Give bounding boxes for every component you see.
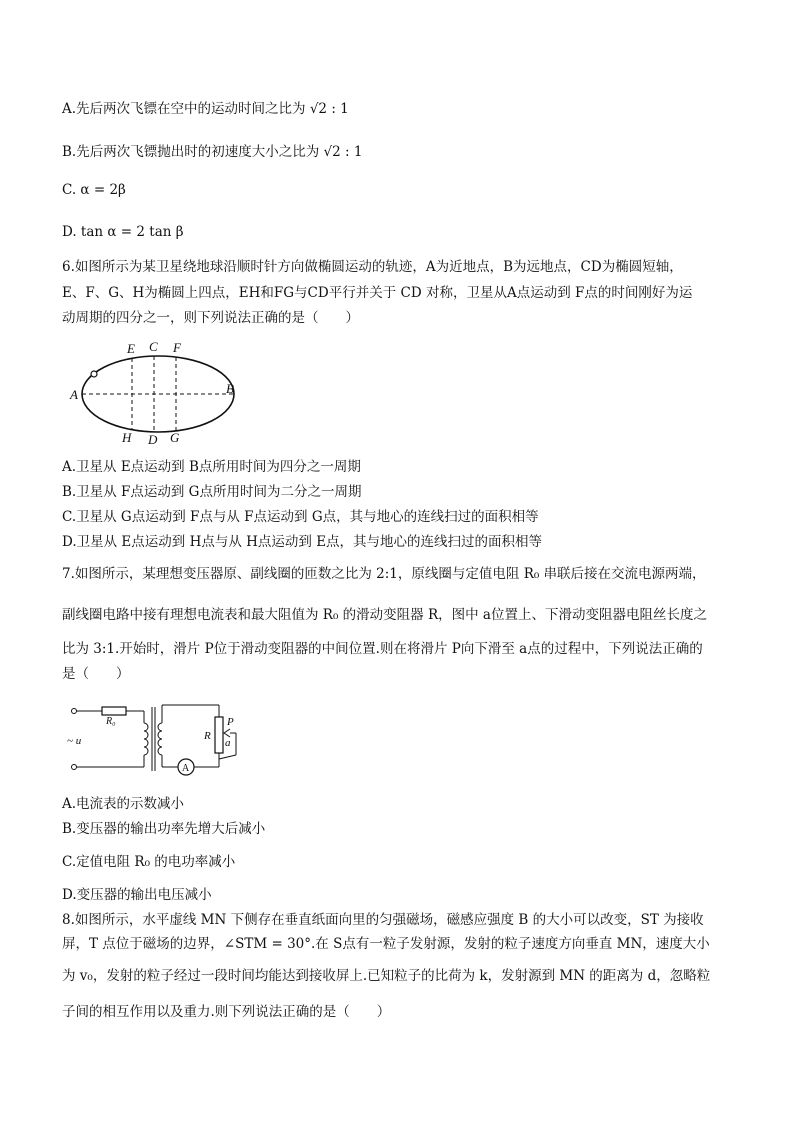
secondary-coil	[158, 723, 162, 755]
label-g: G	[170, 430, 180, 445]
q7-stem-line-2: 副线圈电路中接有理想电流表和最大阻值为 R₀ 的滑动变阻器 R，图中 a位置上、下滑动变阻器电阻丝长度之	[62, 607, 707, 623]
q7-option-c: C.定值电阻 R₀ 的电功率减小	[62, 854, 236, 870]
label-d: D	[148, 432, 158, 447]
slider-p	[224, 729, 230, 737]
label-r: R	[204, 730, 211, 742]
label-b: B	[226, 381, 234, 396]
label-p: P	[227, 716, 234, 728]
q6-stem-line-2: E、F、G、H为椭圆上四点，EH和FG与CD平行并关于 CD 对称，卫星从A点运动到 F点的时间刚好为运	[62, 285, 693, 301]
q6-stem-line-3: 动周期的四分之一，则下列说法正确的是（ ）	[62, 310, 359, 326]
ammeter-label: A	[182, 763, 190, 774]
q7-option-b: B.变压器的输出功率先增大后减小	[62, 821, 266, 837]
q5-option-b: B.先后两次飞镖抛出时的初速度大小之比为 √2 : 1	[62, 144, 363, 160]
q5-option-c: C. α = 2β	[62, 182, 126, 198]
rheostat-r	[215, 717, 223, 753]
q7-option-d: D.变压器的输出电压减小	[62, 887, 212, 903]
q7-option-a: A.电流表的示数减小	[62, 796, 185, 812]
label-u: ~ u	[67, 735, 82, 747]
primary-coil	[144, 723, 148, 755]
q6-stem-line-1: 6.如图所示为某卫星绕地球沿顺时针方向做椭圆运动的轨迹，A为近地点，B为远地点，CD为椭圆短轴，	[62, 259, 683, 275]
label-r0: R₀	[106, 716, 116, 727]
label-f: F	[173, 340, 181, 355]
q6-option-d: D.卫星从 E点运动到 H点与从 H点运动到 E点，其与地心的连线扫过的面积相等	[62, 534, 543, 550]
label-c: C	[149, 339, 158, 354]
resistor-r0	[102, 707, 126, 715]
terminal-bottom	[72, 765, 77, 770]
q5-option-d: D. tan α = 2 tan β	[62, 224, 184, 240]
q6-ellipse-figure	[66, 336, 246, 448]
q6-option-c: C.卫星从 G点运动到 F点与从 F点运动到 G点，其与地心的连线扫过的面积相等	[62, 509, 539, 525]
q8-stem-line-3: 为 v₀，发射的粒子经过一段时间均能达到接收屏上.已知粒子的比荷为 k，发射源到 MN 的距离为 d，忽略粒	[62, 968, 711, 984]
q6-option-a: A.卫星从 E点运动到 B点所用时间为四分之一周期	[62, 459, 361, 475]
terminal-top	[72, 709, 77, 714]
label-e: E	[127, 341, 135, 356]
earth-point	[91, 371, 97, 377]
q8-stem-line-1: 8.如图所示，水平虚线 MN 下侧存在垂直纸面向里的匀强磁场，磁感应强度 B 的大小可以改变，ST 为接收	[62, 912, 704, 928]
label-a: A	[70, 387, 78, 402]
q7-stem-line-1: 7.如图所示，某理想变压器原、副线圈的匝数之比为 2:1，原线圈与定值电阻 R₀ 串联后接在交流电源两端，	[62, 566, 706, 582]
q5-option-a: A.先后两次飞镖在空中的运动时间之比为 √2 : 1	[62, 101, 349, 117]
q8-stem-line-4: 子间的相互作用以及重力.则下列说法正确的是（ ）	[62, 1004, 391, 1020]
q7-transformer-figure	[64, 695, 254, 780]
label-a-point: a	[225, 737, 231, 749]
q8-stem-line-2: 屏，T 点位于磁场的边界，∠STM = 30°.在 S点有一粒子发射源，发射的粒子速度方向垂直 MN，速度大小	[62, 936, 710, 952]
q7-stem-line-3: 比为 3:1.开始时，滑片 P位于滑动变阻器的中间位置.则在将滑片 P向下滑至 a点的过程中，下列说法正确的	[62, 641, 703, 657]
q7-stem-line-4: 是（ ）	[62, 666, 130, 682]
label-h: H	[122, 430, 132, 445]
q6-option-b: B.卫星从 F点运动到 G点所用时间为二分之一周期	[62, 484, 362, 500]
